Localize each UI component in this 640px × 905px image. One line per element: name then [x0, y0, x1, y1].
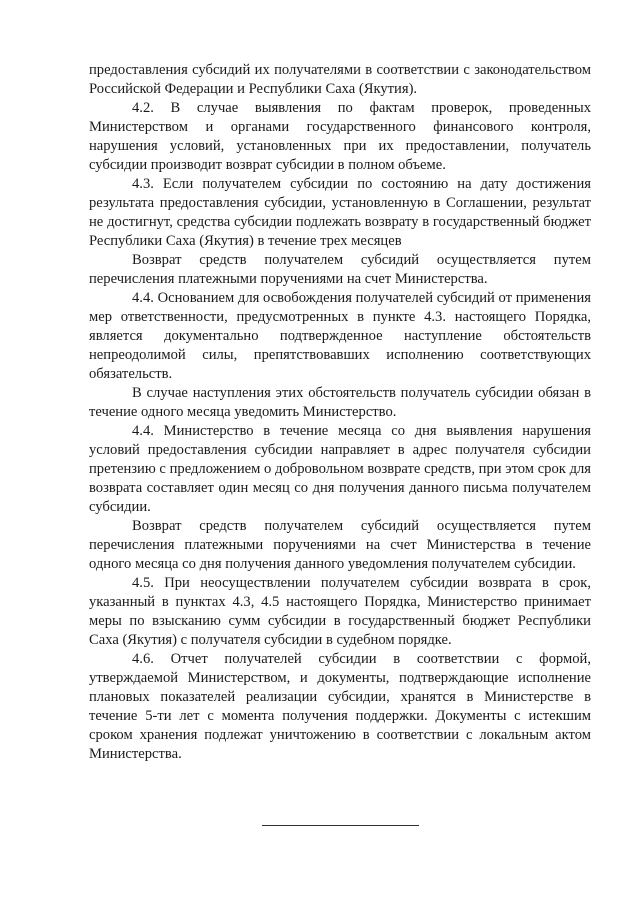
paragraph-4-5: 4.5. При неосуществлении получателем субсидии возврата в срок, указанный в пунктах 4.3, 4.5 настоящего Порядка, Министерство принимает меры по взысканию сумм субсидии в государственный бюджет Республики Саха (Якутия) с получателя субсидии в судебном порядке.	[89, 575, 591, 648]
paragraph-4-4-claim: 4.4. Министерство в течение месяца со дня выявления нарушения условий предоставления субсидии направляет в адрес получателя субсидии претензию с предложением о добровольном возврате средств, при этом срок для возврата составляет один месяц со дня получения данного письма получателем субсидии.	[89, 423, 591, 515]
paragraph-4-6: 4.6. Отчет получателей субсидии в соответствии с формой, утверждаемой Министерством, и документы, подтверждающие исполнение плановых показателей реализации субсидии, хранятся в Министерстве в течение 5-ти лет с момента получения поддержки. Документы с истекшим сроком хранения подлежат уничтожению в соответствии с локальным актом Министерства.	[89, 651, 591, 762]
paragraph-refund-transfer: Возврат средств получателем субсидий осуществляется путем перечисления платежными поручениями на счет Министерства.	[89, 252, 591, 287]
paragraph-continuation: предоставления субсидий их получателями в соответствии с законодательством Российской Федерации и Республики Саха (Якутия).	[89, 62, 591, 97]
paragraph-4-2: 4.2. В случае выявления по фактам проверок, проведенных Министерством и органами государственного финансового контроля, нарушения условий, установленных при их предоставлении, получатель субсидии производит возврат субсидии в полном объеме.	[89, 100, 591, 173]
end-separator-line	[262, 825, 419, 826]
paragraph-notification: В случае наступления этих обстоятельств получатель субсидии обязан в течение одного месяца уведомить Министерство.	[89, 385, 591, 420]
paragraph-4-4-exemption: 4.4. Основанием для освобождения получателей субсидий от применения мер ответственности, предусмотренных в пункте 4.3. настоящего Порядка, является документально подтвержденное наступление обстоятельств непреодолимой силы, препятствовавших исполнению соответствующих обязательств.	[89, 290, 591, 382]
paragraph-refund-deadline: Возврат средств получателем субсидий осуществляется путем перечисления платежными поручениями на счет Министерства в течение одного месяца со дня получения данного уведомления получателем субсидии.	[89, 518, 591, 572]
document-body	[89, 61, 591, 764]
paragraph-4-3: 4.3. Если получателем субсидии по состоянию на дату достижения результата предоставления субсидии, установленную в Соглашении, результат не достигнут, средства субсидии подлежать возврату в государственный бюджет Республики Саха (Якутия) в течение трех месяцев	[89, 176, 591, 249]
